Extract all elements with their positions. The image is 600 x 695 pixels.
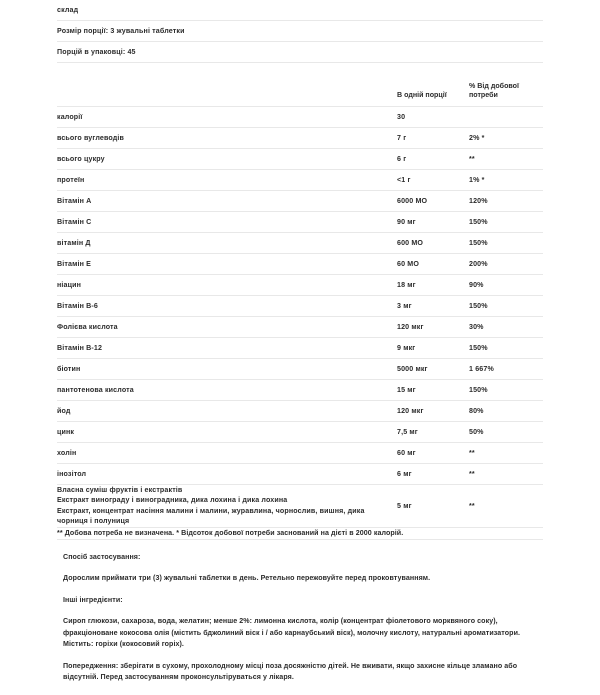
nutrient-dv: 80% — [469, 406, 484, 415]
nutrient-name-cell — [57, 253, 397, 274]
warning-text: Попередження: зберігати в сухому, прохолодному місці поза досяжністю дітей. Не вживати, якщо захисне кільце зламано або відсутній. Перед застосуванням проконсультіруваться у лікаря. — [63, 661, 518, 681]
facts-table-body — [57, 0, 543, 539]
nutrient-dv-cell — [469, 295, 543, 316]
nutrient-name: біотин — [57, 364, 81, 373]
nutrient-name-cell — [57, 106, 397, 127]
nutrient-name-cell — [57, 169, 397, 190]
table-row — [57, 400, 543, 421]
nutrient-amount: 7,5 мг — [397, 427, 418, 436]
nutrient-name: протеїн — [57, 175, 85, 184]
nutrient-name: Вітамін В-6 — [57, 301, 98, 310]
table-row — [57, 169, 543, 190]
nutrient-dv-cell — [469, 442, 543, 463]
table-row — [57, 190, 543, 211]
table-row — [57, 127, 543, 148]
nutrient-name-cell — [57, 442, 397, 463]
nutrient-name-cell — [57, 190, 397, 211]
nutrient-dv: 2% * — [469, 133, 485, 142]
nutrient-dv-cell — [469, 127, 543, 148]
nutrient-amount: 90 мг — [397, 217, 416, 226]
nutrient-amount-cell — [397, 421, 469, 442]
blend-name-cell — [57, 484, 397, 527]
nutrient-name-cell — [57, 211, 397, 232]
nutrient-amount-cell — [397, 127, 469, 148]
nutrient-dv-cell — [469, 421, 543, 442]
nutrient-dv-cell — [469, 463, 543, 484]
nutrient-amount-cell — [397, 400, 469, 421]
panel-title-cell — [57, 0, 397, 21]
usage-heading: Спосіб застосування: — [63, 552, 141, 561]
nutrient-name: Фолієва кислота — [57, 322, 118, 331]
blend-amount: 5 мг — [397, 501, 412, 510]
nutrient-dv: 150% — [469, 343, 488, 352]
nutrient-amount: 9 мкг — [397, 343, 416, 352]
table-row — [57, 148, 543, 169]
table-row — [57, 253, 543, 274]
usage-text: Дорослим приймати три (3) жувальні таблетки в день. Ретельно пережовуйте перед проковтуванням. — [63, 573, 431, 582]
nutrient-dv: 150% — [469, 301, 488, 310]
nutrient-amount-cell — [397, 190, 469, 211]
nutrient-dv: ** — [469, 469, 475, 478]
table-row — [57, 358, 543, 379]
nutrient-amount: 60 мг — [397, 448, 416, 457]
servings-amount-cell — [397, 42, 469, 63]
nutrient-amount-cell — [397, 442, 469, 463]
nutrient-name: Вітамін С — [57, 217, 92, 226]
nutrient-dv-cell — [469, 190, 543, 211]
nutrient-dv-cell — [469, 232, 543, 253]
nutrient-dv-cell — [469, 169, 543, 190]
nutrient-amount: 5000 мкг — [397, 364, 428, 373]
nutrient-dv: 150% — [469, 385, 488, 394]
serving-size-amount-cell — [397, 21, 469, 42]
nutrient-amount: <1 г — [397, 175, 411, 184]
table-row — [57, 337, 543, 358]
nutrient-name-cell — [57, 358, 397, 379]
nutrient-name-cell — [57, 274, 397, 295]
nutrient-name: вітамін Д — [57, 238, 91, 247]
nutrient-name-cell — [57, 463, 397, 484]
nutrient-name-cell — [57, 379, 397, 400]
nutrient-amount: 120 мкг — [397, 406, 424, 415]
column-header-name — [57, 96, 397, 106]
nutrient-dv-cell — [469, 358, 543, 379]
column-header-amount: В одній порції — [397, 91, 447, 99]
nutrient-dv: ** — [469, 154, 475, 163]
nutrient-dv-cell — [469, 379, 543, 400]
nutrient-dv-cell — [469, 274, 543, 295]
nutrient-amount: 6 г — [397, 154, 407, 163]
nutrient-amount: 15 мг — [397, 385, 416, 394]
nutrient-dv: 120% — [469, 196, 488, 205]
header-spacer-amount — [397, 63, 469, 77]
panel-title-amount-cell — [397, 0, 469, 21]
blend-line: Екстракт, концентрат насіння малини і малини, журавлина, чорнослив, вишня, дика — [57, 506, 365, 515]
nutrient-name: Вітамін В-12 — [57, 343, 103, 352]
nutrient-name: цинк — [57, 427, 75, 436]
nutrient-amount-cell — [397, 211, 469, 232]
nutrient-amount: 7 г — [397, 133, 407, 142]
nutrient-dv-cell — [469, 337, 543, 358]
panel-title-row — [57, 0, 543, 21]
nutrient-amount: 600 МО — [397, 238, 424, 247]
panel-title-dv-cell — [469, 0, 543, 21]
nutrient-dv: 1 667% — [469, 364, 494, 373]
nutrient-amount-cell — [397, 274, 469, 295]
serving-size-text: Розмір порції: 3 жувальні таблетки — [57, 27, 185, 35]
table-row — [57, 316, 543, 337]
nutrient-name-cell — [57, 337, 397, 358]
nutrient-dv: 30% — [469, 322, 484, 331]
header-spacer-dv — [469, 63, 543, 77]
table-row — [57, 421, 543, 442]
nutrient-dv-cell — [469, 211, 543, 232]
table-row — [57, 232, 543, 253]
table-row — [57, 442, 543, 463]
nutrient-dv: ** — [469, 448, 475, 457]
nutrient-amount: 60 МО — [397, 259, 419, 268]
nutrient-amount-cell — [397, 295, 469, 316]
table-row — [57, 106, 543, 127]
nutrient-name-cell — [57, 316, 397, 337]
header-spacer-cell — [57, 63, 397, 77]
nutrient-amount-cell — [397, 253, 469, 274]
nutrient-name: пантотенова кислота — [57, 385, 134, 394]
table-row — [57, 295, 543, 316]
serving-size-cell — [57, 21, 397, 42]
nutrient-name: холін — [57, 448, 77, 457]
nutrient-dv-cell — [469, 106, 543, 127]
column-header-dv-cell — [469, 77, 543, 107]
table-row — [57, 274, 543, 295]
blend-amount-cell — [397, 484, 469, 527]
nutrient-dv-cell — [469, 253, 543, 274]
nutrient-dv-cell — [469, 400, 543, 421]
table-row — [57, 463, 543, 484]
nutrient-dv: 1% * — [469, 175, 485, 184]
table-row — [57, 211, 543, 232]
nutrient-amount-cell — [397, 379, 469, 400]
ingredients-text: Сироп глюкози, сахароза, вода, желатин; менше 2%: лимонна кислота, колір (концентрат фіолетового морквяного соку), фракціоноване кокосова олія (містить бджолиний віск і / або карнаубський віск), молочну кислоту, натуральні ароматизатори. Містить: горіхи (кокосовий горіх). — [63, 617, 521, 648]
serving-size-dv-cell — [469, 21, 543, 42]
nutrient-name: всього цукру — [57, 154, 105, 163]
nutrient-amount-cell — [397, 169, 469, 190]
footnote-text: ** Добова потреба не визначена. * Відсоток добової потреби заснований на дієті в 2000 калорій. — [57, 528, 404, 537]
servings-per-container-text: Порцій в упаковці: 45 — [57, 48, 136, 56]
supplement-facts-panel — [57, 0, 543, 695]
nutrient-name-cell — [57, 232, 397, 253]
column-header-name-cell — [57, 77, 397, 107]
nutrient-name: йод — [57, 406, 71, 415]
panel-title: склад — [57, 6, 79, 14]
serving-size-row — [57, 21, 543, 42]
nutrient-name: інозітол — [57, 469, 87, 478]
supplement-lower-text — [57, 540, 543, 684]
nutrient-name: калорії — [57, 112, 83, 121]
nutrient-amount: 120 мкг — [397, 322, 424, 331]
nutrient-dv — [469, 112, 543, 122]
nutrient-name-cell — [57, 148, 397, 169]
nutrient-amount-cell — [397, 337, 469, 358]
ingredients-heading: Інші інгредієнти: — [63, 596, 123, 604]
nutrient-name: Вітамін А — [57, 196, 92, 205]
blend-dv-cell — [469, 484, 543, 527]
nutrient-amount-cell — [397, 148, 469, 169]
column-header-amount-cell — [397, 77, 469, 107]
supplement-facts-table — [57, 0, 543, 540]
nutrient-name: Вітамін Е — [57, 259, 91, 268]
blend-line: Екстракт винограду і виноградника, дика лохина і дика лохина — [57, 496, 288, 504]
nutrient-amount-cell — [397, 232, 469, 253]
nutrient-amount-cell — [397, 358, 469, 379]
nutrient-dv: 200% — [469, 259, 488, 268]
nutrient-dv: 90% — [469, 280, 484, 289]
nutrient-dv: 150% — [469, 238, 488, 247]
nutrient-amount: 18 мг — [397, 280, 416, 289]
proprietary-blend-row — [57, 484, 543, 527]
nutrient-amount-cell — [397, 316, 469, 337]
nutrient-dv: 50% — [469, 427, 484, 436]
nutrient-name-cell — [57, 400, 397, 421]
servings-per-container-cell — [57, 42, 397, 63]
column-header-dv: % Від добової потреби — [469, 81, 519, 99]
blend-dv: ** — [469, 501, 475, 510]
blend-line: Власна суміш фруктів і екстрактів — [57, 485, 183, 494]
table-row — [57, 379, 543, 400]
column-header-row — [57, 77, 543, 107]
nutrient-amount: 3 мг — [397, 301, 412, 310]
nutrient-name-cell — [57, 127, 397, 148]
nutrient-name: всього вуглеводів — [57, 133, 125, 142]
nutrient-amount: 6 мг — [397, 469, 412, 478]
nutrient-name: ніацин — [57, 280, 82, 289]
nutrient-dv-cell — [469, 148, 543, 169]
nutrient-amount-cell — [397, 463, 469, 484]
servings-dv-cell — [469, 42, 543, 63]
servings-per-container-row — [57, 42, 543, 63]
nutrient-amount-cell — [397, 106, 469, 127]
header-spacer-row — [57, 63, 543, 77]
nutrient-amount: 6000 МО — [397, 196, 428, 205]
nutrient-amount: 30 — [397, 112, 406, 121]
nutrient-dv-cell — [469, 316, 543, 337]
footnote-row — [57, 527, 543, 539]
nutrient-name-cell — [57, 421, 397, 442]
blend-line: чорниця і полуниця — [57, 517, 130, 525]
nutrient-dv: 150% — [469, 217, 488, 226]
nutrient-name-cell — [57, 295, 397, 316]
